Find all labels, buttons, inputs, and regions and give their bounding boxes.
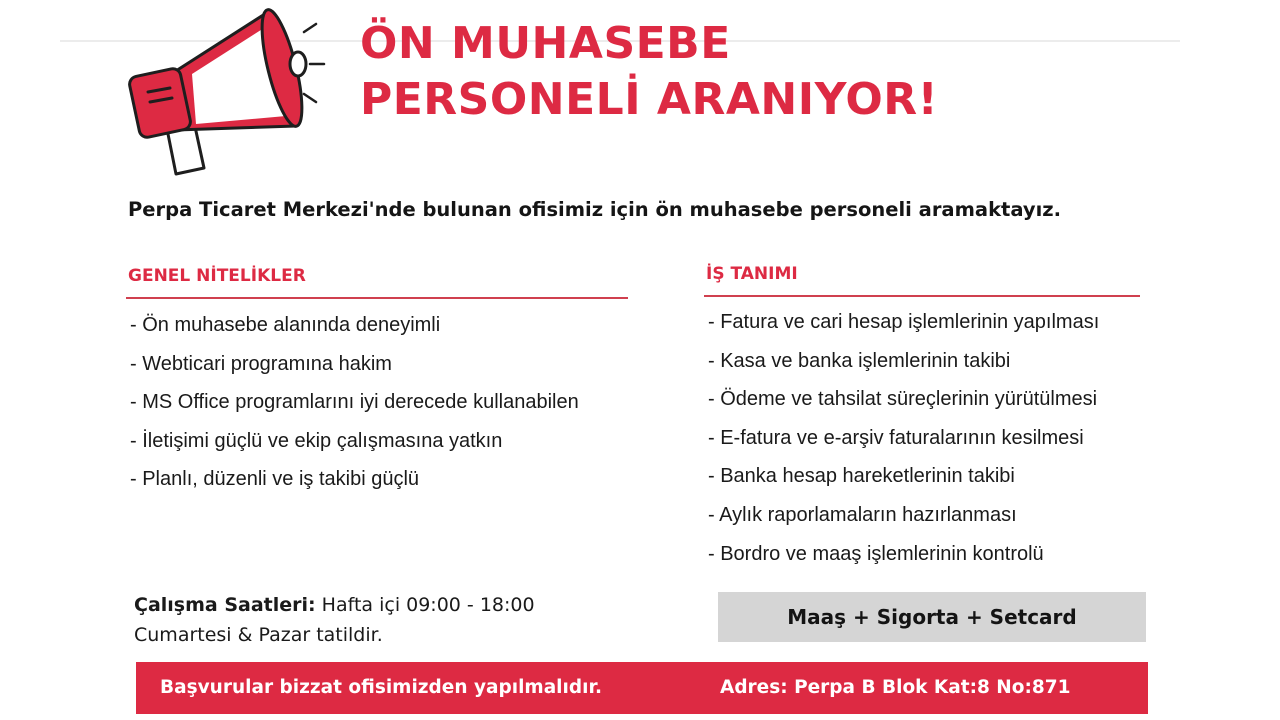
intro-text: Perpa Ticaret Merkezi'nde bulunan ofisimiz için ön muhasebe personeli aramaktayız. <box>128 198 1062 221</box>
list-item: - Kasa ve banka işlemlerinin takibi <box>708 349 1011 372</box>
working-hours-label: Çalışma Saatleri: <box>134 594 316 616</box>
footer-banner <box>136 662 1148 714</box>
list-item: - E-fatura ve e-arşiv faturalarının kesilmesi <box>708 426 1084 449</box>
list-item: - Aylık raporlamaların hazırlanması <box>708 503 1017 526</box>
address-text: Adres: Perpa B Blok Kat:8 No:871 <box>720 677 1071 698</box>
list-item: - İletişimi güçlü ve ekip çalışmasına yatkın <box>130 429 503 452</box>
job-description-rule <box>704 295 1140 297</box>
qualifications-title: GENEL NİTELİKLER <box>128 266 306 286</box>
qualifications-rule <box>126 297 628 299</box>
working-hours <box>134 590 535 650</box>
qualifications-list <box>130 306 579 499</box>
list-item: - Ödeme ve tahsilat süreçlerinin yürütülmesi <box>708 388 1098 411</box>
list-item: - Bordro ve maaş işlemlerinin kontrolü <box>708 542 1044 565</box>
list-item: - Planlı, düzenli ve iş takibi güçlü <box>130 468 420 491</box>
application-note: Başvurular bizzat ofisimizden yapılmalıdır. <box>160 677 602 698</box>
job-description-list <box>708 303 1099 573</box>
benefits-text: Maaş + Sigorta + Setcard <box>787 605 1077 629</box>
benefits-box <box>718 592 1146 642</box>
job-description-title: İŞ TANIMI <box>706 264 798 284</box>
list-item: - Ön muhasebe alanında deneyimli <box>130 314 441 336</box>
working-hours-line-1 <box>134 590 535 620</box>
list-item: - Fatura ve cari hesap işlemlerinin yapılması <box>708 311 1100 333</box>
page-headline <box>360 16 938 128</box>
list-item: - MS Office programlarını iyi derecede kullanabilen <box>130 391 579 414</box>
working-hours-weekend: Cumartesi & Pazar tatildir. <box>134 624 383 646</box>
working-hours-weekdays: Hafta içi 09:00 - 18:00 <box>321 594 535 616</box>
list-item: - Webticari programına hakim <box>130 352 392 375</box>
headline-line-2: PERSONELİ ARANIYOR! <box>360 74 939 125</box>
list-item: - Banka hesap hareketlerinin takibi <box>708 465 1015 488</box>
megaphone-icon <box>118 6 328 176</box>
headline-line-1: ÖN MUHASEBE <box>360 18 731 69</box>
